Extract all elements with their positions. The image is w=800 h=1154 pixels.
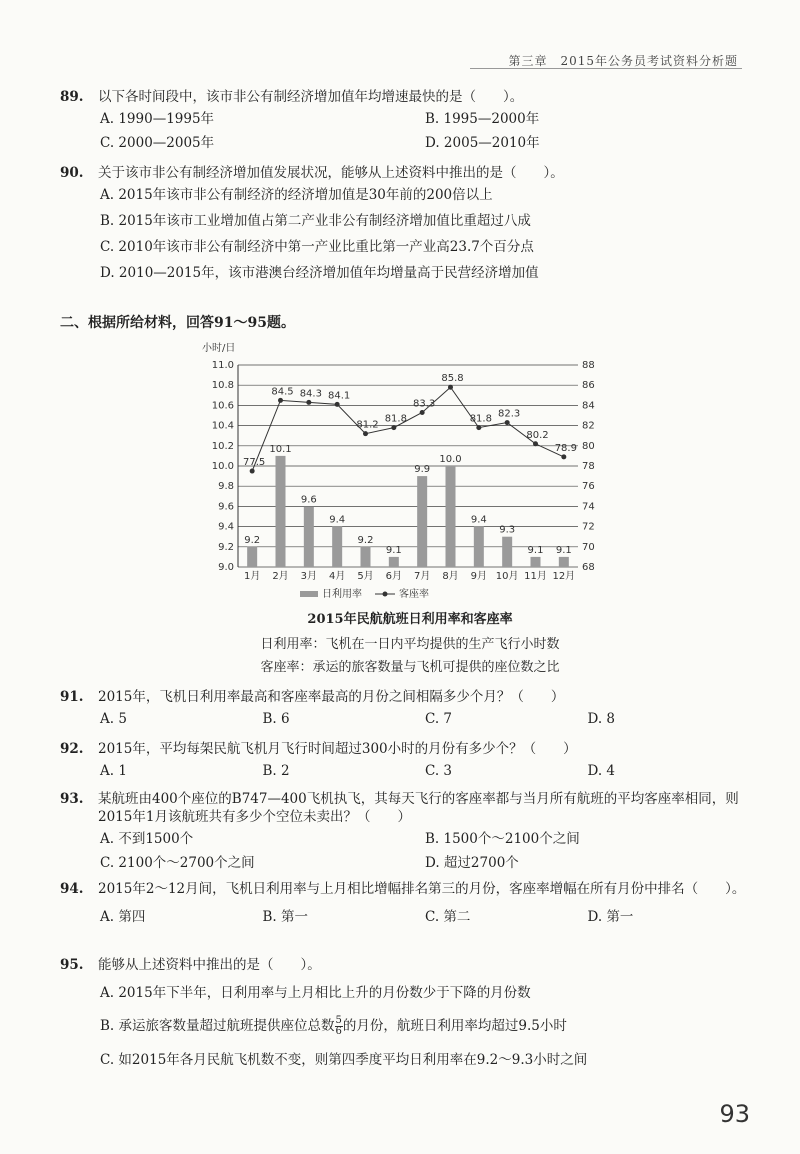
y-right-tick-label: 82 <box>582 420 595 432</box>
y-left-tick-label: 10.2 <box>211 440 234 452</box>
bar <box>304 506 314 567</box>
bar-value-label: 9.2 <box>244 534 261 546</box>
option-a: A. 第四 <box>100 909 146 925</box>
section-heading: 二、根据所给材料，回答91～95题。 <box>60 315 295 331</box>
x-tick-label: 5月 <box>357 571 374 582</box>
y-right-tick-label: 78 <box>582 461 595 472</box>
bar-value-label: 10.1 <box>269 443 292 455</box>
option-d: D. 第一 <box>587 909 634 925</box>
line-point <box>391 425 396 430</box>
y-right-tick-label: 68 <box>582 562 595 573</box>
question-number: 93. <box>60 791 84 807</box>
option-c: C. 第二 <box>425 909 471 925</box>
line-point <box>306 400 311 405</box>
question-94 <box>60 880 750 926</box>
chart-title: 2015年民航航班日利用率和客座率 <box>307 612 513 627</box>
x-tick-label: 9月 <box>470 571 488 582</box>
chart-note-utilization: 日利用率：飞机在一日内平均提供的生产飞行小时数 <box>260 637 560 652</box>
x-tick-label: 12月 <box>552 571 576 582</box>
option-b: B. 第一 <box>262 909 309 925</box>
bar-value-label: 9.4 <box>470 514 487 526</box>
option-b: B. 1500个～2100个之间 <box>425 831 580 847</box>
question-stem: 2015年2～12月间，飞机日利用率与上月相比增幅排名第三的月份，客座率增幅在所有月份中排名（ ）。 <box>98 881 746 897</box>
bar-value-label: 9.4 <box>329 514 346 526</box>
question-stem: 关于该市非公有制经济增加值发展状况，能够从上述资料中推出的是（ ）。 <box>98 165 564 181</box>
fraction-numerator: 5 <box>335 1015 342 1026</box>
bar-value-label: 9.6 <box>300 494 317 506</box>
fraction <box>335 1016 343 1037</box>
option-b: B. 2015年该市工业增加值占第二产业非公有制经济增加值比重超过八成 <box>100 213 531 229</box>
y-right-tick-label: 88 <box>582 360 595 371</box>
question-number: 90. <box>60 165 84 181</box>
y-axis-left-label: 小时/日 <box>202 343 236 354</box>
y-right-tick-label: 72 <box>582 521 595 533</box>
line-value-label: 84.1 <box>328 390 351 402</box>
line-value-label: 77.5 <box>243 457 266 469</box>
line-value-label: 78.9 <box>554 442 577 454</box>
series-line <box>252 387 564 471</box>
y-left-tick-label: 10.0 <box>211 461 234 472</box>
option-c: C. 3 <box>425 763 453 779</box>
question-95 <box>60 956 750 1077</box>
line-value-label: 81.8 <box>384 413 407 425</box>
bar <box>446 466 456 567</box>
x-tick-label: 8月 <box>442 571 459 582</box>
option-a: A. 2015年该市非公有制经济的经济增加值是30年前的200倍以上 <box>100 187 493 203</box>
bar <box>417 476 427 567</box>
line-point <box>476 425 481 430</box>
question-number: 89. <box>60 89 84 105</box>
line-value-label: 81.8 <box>469 413 492 425</box>
header-rule <box>470 68 742 69</box>
y-right-tick-label: 74 <box>582 501 595 513</box>
option-a: A. 1 <box>100 763 127 779</box>
option-a: A. 1990—1995年 <box>100 111 215 127</box>
option-d: D. 8 <box>587 711 616 727</box>
option-d: D. 4 <box>587 763 616 779</box>
line-point <box>505 420 510 425</box>
option-b: B. 6 <box>262 711 290 727</box>
question-91 <box>60 688 750 728</box>
option-a: A. 不到1500个 <box>100 831 194 847</box>
line-point <box>420 410 425 415</box>
option-c: C. 2010年该市非公有制经济中第一产业比重比第一产业高23.7个百分点 <box>100 239 534 255</box>
x-tick-label: 1月 <box>243 571 261 582</box>
line-value-label: 84.5 <box>271 386 294 398</box>
question-number: 94. <box>60 881 84 897</box>
bar <box>389 557 399 567</box>
line-point <box>278 398 283 403</box>
y-left-tick-label: 11.0 <box>211 360 234 371</box>
question-93 <box>60 790 750 872</box>
question-89 <box>60 88 750 152</box>
question-stem: 2015年，平均每架民航飞机月飞行时间超过300小时的月份有多少个？（ ） <box>98 741 577 757</box>
bar-value-label: 10.0 <box>439 454 462 465</box>
legend-label-bar: 日利用率 <box>322 589 362 600</box>
option-b: B. 2 <box>262 763 290 779</box>
line-value-label: 82.3 <box>498 408 521 420</box>
option-b <box>100 1016 750 1037</box>
legend-label-line: 客座率 <box>399 589 429 600</box>
bar-value-label: 9.2 <box>357 534 374 546</box>
y-right-tick-label: 86 <box>582 380 595 392</box>
option-a: A. 2015年下半年，日利用率与上月相比上升的月份数少于下降的月份数 <box>100 985 531 1001</box>
option-c: C. 7 <box>425 711 453 727</box>
bar-value-label: 9.9 <box>414 464 431 476</box>
question-stem: 以下各时间段中，该市非公有制经济增加值年均增速最快的是（ ）。 <box>98 89 524 105</box>
line-value-label: 84.3 <box>299 388 322 400</box>
question-number: 91. <box>60 689 84 705</box>
x-tick-label: 10月 <box>495 571 519 582</box>
fraction-denominator: 6 <box>335 1026 342 1037</box>
y-left-tick-label: 9.2 <box>218 541 234 553</box>
question-stem: 能够从上述资料中推出的是（ ）。 <box>98 957 321 973</box>
option-a: A. 5 <box>100 711 127 727</box>
question-90 <box>60 164 750 290</box>
running-header: 第三章 2015年公务员考试资料分析题 <box>508 54 738 68</box>
page-number: 93 <box>719 1100 750 1128</box>
combo-chart <box>200 335 620 607</box>
x-tick-label: 2月 <box>272 571 289 582</box>
chart-note-load-factor: 客座率：承运的旅客数量与飞机可提供的座位数之比 <box>260 660 560 675</box>
bar <box>361 547 371 567</box>
question-92 <box>60 740 750 780</box>
bar-value-label: 9.1 <box>555 544 572 556</box>
bar <box>502 537 512 567</box>
bar-value-label: 9.1 <box>527 544 544 556</box>
line-point <box>363 431 368 436</box>
bar <box>332 527 342 567</box>
question-number: 95. <box>60 957 84 973</box>
bar <box>276 456 286 567</box>
question-number: 92. <box>60 741 84 757</box>
line-value-label: 80.2 <box>526 429 549 441</box>
x-tick-label: 4月 <box>328 571 346 582</box>
line-value-label: 83.3 <box>413 398 436 410</box>
option-c: C. 2100个～2700个之间 <box>100 855 255 871</box>
y-right-tick-label: 76 <box>582 481 595 493</box>
option-c: C. 2000—2005年 <box>100 135 215 151</box>
question-stem: 某航班由400个座位的B747—400飞机执飞，其每天飞行的客座率都与当月所有航班的平均客座率相同，则2015年1月该航班共有多少个空位未卖出？（ ） <box>98 791 739 825</box>
line-value-label: 85.8 <box>441 373 464 385</box>
option-d: D. 2010—2015年，该市港澳台经济增加值年均增量高于民营经济增加值 <box>100 265 539 281</box>
y-left-tick-label: 10.8 <box>211 380 234 392</box>
bar <box>531 557 541 567</box>
line-point <box>533 441 538 446</box>
bar <box>247 547 257 567</box>
x-tick-label: 6月 <box>385 571 403 582</box>
y-left-tick-label: 10.6 <box>211 400 234 412</box>
y-right-tick-label: 84 <box>582 400 595 412</box>
x-tick-label: 3月 <box>300 571 318 582</box>
option-d: D. 2005—2010年 <box>425 135 540 151</box>
line-point <box>448 385 453 390</box>
option-b: B. 1995—2000年 <box>425 111 540 127</box>
y-left-tick-label: 10.4 <box>211 420 234 432</box>
y-left-tick-label: 9.6 <box>218 501 234 513</box>
line-point <box>561 454 566 459</box>
line-point <box>250 469 255 474</box>
bar <box>474 527 484 567</box>
x-tick-label: 11月 <box>524 571 547 582</box>
x-tick-label: 7月 <box>413 571 431 582</box>
bar-value-label: 9.1 <box>385 544 402 556</box>
y-right-tick-label: 70 <box>582 541 595 553</box>
option-b-text-post: 的月份，航班日利用率均超过9.5小时 <box>342 1018 567 1034</box>
y-left-tick-label: 9.4 <box>218 521 234 533</box>
option-d: D. 超过2700个 <box>425 855 519 871</box>
y-left-tick-label: 9.8 <box>218 481 234 493</box>
y-right-tick-label: 80 <box>582 440 595 452</box>
bar <box>559 557 569 567</box>
line-value-label: 81.2 <box>356 419 379 431</box>
question-stem: 2015年，飞机日利用率最高和客座率最高的月份之间相隔多少个月？（ ） <box>98 689 565 705</box>
legend-marker-line <box>383 592 388 597</box>
option-c: C. 如2015年各月民航飞机数不变，则第四季度平均日利用率在9.2～9.3小时之间 <box>100 1052 588 1068</box>
bar-value-label: 9.3 <box>499 524 516 536</box>
option-b-text-pre: B. 承运旅客数量超过航班提供座位总数 <box>100 1018 335 1034</box>
line-point <box>335 402 340 407</box>
y-left-tick-label: 9.0 <box>218 562 234 573</box>
